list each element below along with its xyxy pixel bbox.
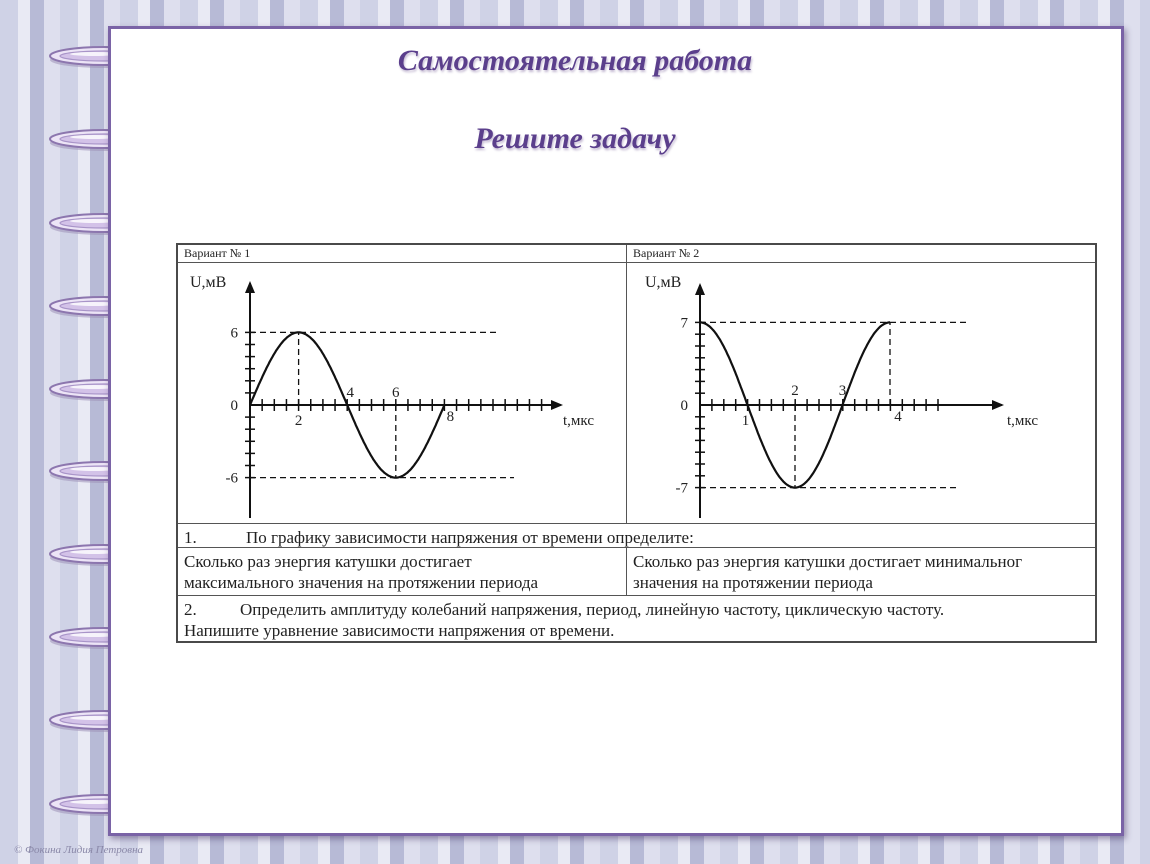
question1-variant2 bbox=[627, 548, 1095, 595]
variant2-graph bbox=[627, 263, 1095, 523]
y-tick-label: -7 bbox=[675, 480, 688, 497]
graphs-row bbox=[178, 263, 1095, 524]
y-axis-label: U,мВ bbox=[190, 274, 227, 291]
x-tick-label: 8 bbox=[446, 409, 455, 425]
slide-subtitle: Решите задачу bbox=[474, 122, 676, 155]
x-tick-label: 2 bbox=[791, 383, 799, 399]
variant1-graph bbox=[178, 263, 627, 523]
y-axis-arrow bbox=[245, 281, 255, 293]
copyright: © Фокина Лидия Петровна bbox=[14, 844, 144, 856]
question2-line1: Определить амплитуду колебаний напряжения, период, линейную частоту, циклическую частоту. bbox=[240, 600, 945, 619]
variants-header-row bbox=[178, 245, 1095, 263]
y-axis-arrow bbox=[695, 283, 705, 295]
x-axis-arrow bbox=[992, 400, 1004, 410]
variant1-header: Вариант № 1 bbox=[178, 245, 627, 262]
task-table bbox=[176, 243, 1097, 643]
x-axis-label: t,мкс bbox=[563, 413, 594, 429]
question1-number: 1. bbox=[184, 528, 197, 547]
y-tick-label: 7 bbox=[680, 315, 688, 332]
slide-title: Самостоятельная работа bbox=[397, 44, 753, 77]
question2-line1-wrap bbox=[184, 599, 1089, 620]
question1-text: По графику зависимости напряжения от времени определите: bbox=[246, 528, 694, 547]
variant2-graph-cell bbox=[627, 263, 1095, 523]
x-tick-label: 6 bbox=[392, 385, 400, 401]
y-tick-label: 6 bbox=[230, 325, 238, 342]
x-tick-label: 3 bbox=[838, 383, 847, 399]
question1-variant1 bbox=[178, 548, 627, 595]
y-tick-label: 0 bbox=[230, 398, 238, 414]
variant1-graph-cell bbox=[178, 263, 627, 523]
x-tick-label: 2 bbox=[294, 413, 303, 429]
question1-row bbox=[178, 524, 1095, 548]
x-axis-arrow bbox=[551, 400, 563, 410]
x-axis-label: t,мкс bbox=[1007, 413, 1038, 429]
y-axis-label: U,мВ bbox=[645, 274, 682, 291]
question2-number: 2. bbox=[184, 600, 197, 619]
x-tick-label: 4 bbox=[894, 409, 902, 425]
x-tick-label: 4 bbox=[346, 385, 354, 401]
y-tick-label: 0 bbox=[680, 398, 688, 414]
question1-variant2-line2: значения на протяжении периода bbox=[633, 573, 873, 592]
question2-line2: Напишите уравнение зависимости напряжения от времени. bbox=[184, 621, 615, 640]
question1-variant2-line1: Сколько раз энергия катушки достигает минимальног bbox=[633, 552, 1023, 571]
question2-block bbox=[178, 596, 1095, 641]
question2-row bbox=[178, 596, 1095, 641]
question1-variants-row bbox=[178, 548, 1095, 596]
x-tick-label: 1 bbox=[741, 413, 750, 429]
question1-variant1-line2: максимального значения на протяжении периода bbox=[184, 573, 539, 592]
question1-variant1-line1: Сколько раз энергия катушки достигает bbox=[184, 552, 472, 571]
y-tick-label: -6 bbox=[225, 470, 238, 487]
variant2-header: Вариант № 2 bbox=[633, 246, 700, 260]
